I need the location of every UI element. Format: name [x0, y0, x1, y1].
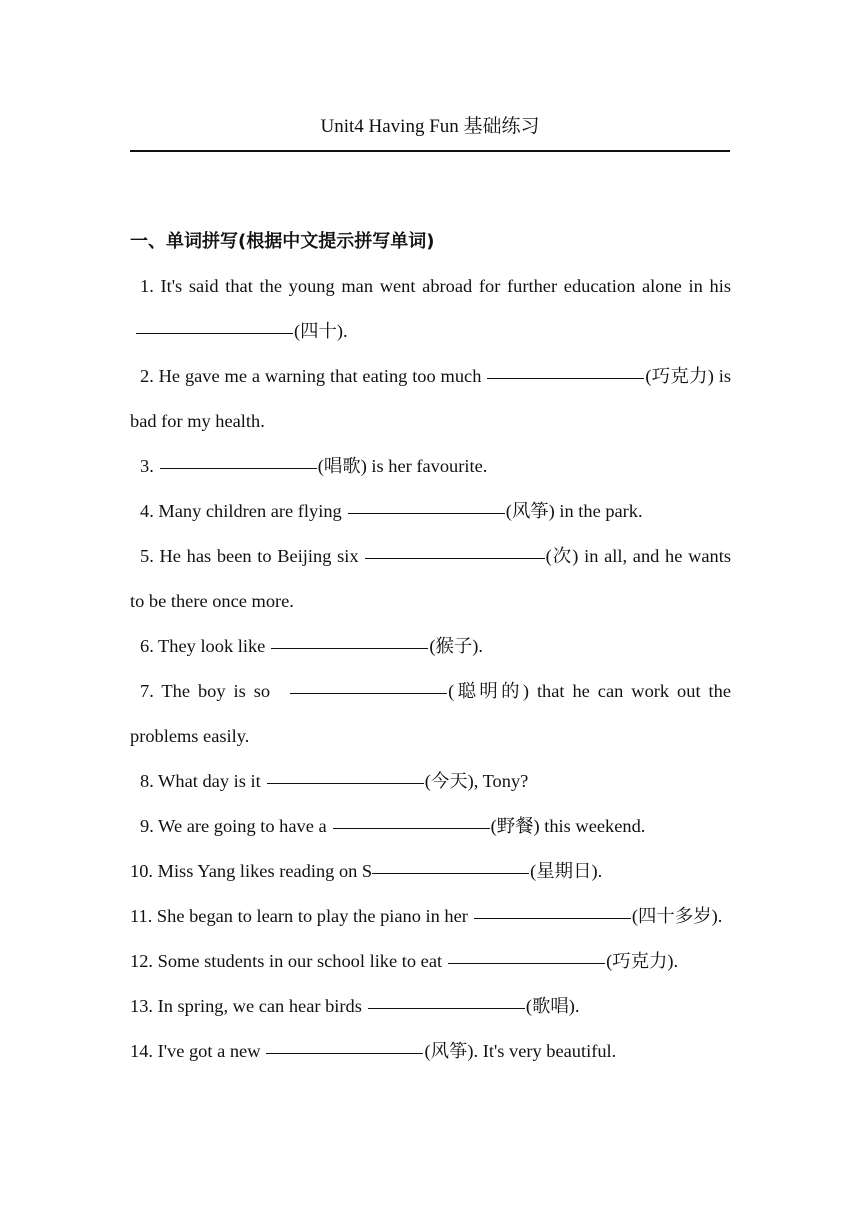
- item-text-after: (巧克力).: [606, 951, 679, 971]
- exercise-item-4: [130, 489, 731, 534]
- item-text-before: 14. I've got a new: [130, 1041, 261, 1061]
- exercise-item-13: [130, 984, 731, 1029]
- answer-blank[interactable]: [487, 359, 644, 379]
- answer-blank[interactable]: [365, 539, 545, 559]
- answer-blank[interactable]: [368, 989, 525, 1009]
- title-divider: [130, 150, 730, 152]
- exercise-item-10: [130, 849, 731, 894]
- exercise-item-12: [130, 939, 731, 984]
- item-text-after: (歌唱).: [525, 996, 580, 1016]
- item-text-before: 9. We are going to have a: [140, 816, 327, 836]
- item-text-before: 8. What day is it: [140, 771, 261, 791]
- item-text-before: 13. In spring, we can hear birds: [130, 996, 362, 1016]
- item-text-before: 4. Many children are flying: [140, 501, 342, 521]
- answer-blank[interactable]: [266, 1034, 423, 1054]
- item-text-after: (今天), Tony?: [424, 771, 529, 791]
- item-text-after: (四十).: [294, 321, 348, 341]
- item-text-after: (风筝). It's very beautiful.: [424, 1041, 617, 1061]
- item-text-before: 10. Miss Yang likes reading on S: [130, 861, 373, 881]
- exercise-item-3: [130, 444, 731, 489]
- exercise-item-1: [130, 264, 731, 354]
- item-text-after: (星期日).: [530, 861, 603, 881]
- item-text-before: 3.: [140, 456, 154, 476]
- item-text-before: 2. He gave me a warning that eating too much: [140, 366, 482, 386]
- item-text-after: (四十多岁).: [631, 906, 723, 926]
- exercise-item-6: [130, 624, 731, 669]
- item-text-before: 11. She began to learn to play the piano in her: [130, 906, 468, 926]
- answer-blank[interactable]: [448, 944, 605, 964]
- item-text-before: 12. Some students in our school like to eat: [130, 951, 443, 971]
- item-text-before: 1. It's said that the young man went abroad for further education alone in his: [140, 276, 731, 296]
- answer-blank[interactable]: [372, 854, 529, 874]
- exercise-item-8: [130, 759, 731, 804]
- item-text-before: 6. They look like: [140, 636, 266, 656]
- exercise-item-7: [130, 669, 731, 759]
- exercise-item-14: [130, 1029, 731, 1074]
- item-text-after: (猴子).: [429, 636, 483, 656]
- section-heading: 一、单词拼写(根据中文提示拼写单词): [130, 231, 435, 252]
- item-text-after: (野餐) this weekend.: [490, 816, 646, 836]
- exercise-item-9: [130, 804, 731, 849]
- item-text-after: (巧克力) is bad for my health.: [130, 366, 731, 431]
- exercise-item-5: [130, 534, 731, 624]
- exercise-list: [130, 264, 731, 1074]
- answer-blank[interactable]: [290, 674, 447, 694]
- answer-blank[interactable]: [267, 764, 424, 784]
- item-text-before: 7. The boy is so: [140, 681, 271, 701]
- item-text-after: (聪明的) that he can work out the problems easily.: [130, 681, 731, 746]
- item-text-before: 5. He has been to Beijing six: [140, 546, 359, 566]
- answer-blank[interactable]: [271, 629, 428, 649]
- answer-blank[interactable]: [333, 809, 490, 829]
- item-text-after: (次) in all, and he wants to be there once more.: [130, 546, 732, 611]
- page-title: Unit4 Having Fun 基础练习: [320, 116, 540, 137]
- exercise-item-11: [130, 894, 731, 939]
- answer-blank[interactable]: [474, 899, 631, 919]
- answer-blank[interactable]: [348, 494, 505, 514]
- item-text-after: (风筝) in the park.: [505, 501, 643, 521]
- answer-blank[interactable]: [160, 449, 317, 469]
- answer-blank[interactable]: [136, 314, 293, 334]
- item-text-after: (唱歌) is her favourite.: [317, 456, 488, 476]
- exercise-item-2: [130, 354, 731, 444]
